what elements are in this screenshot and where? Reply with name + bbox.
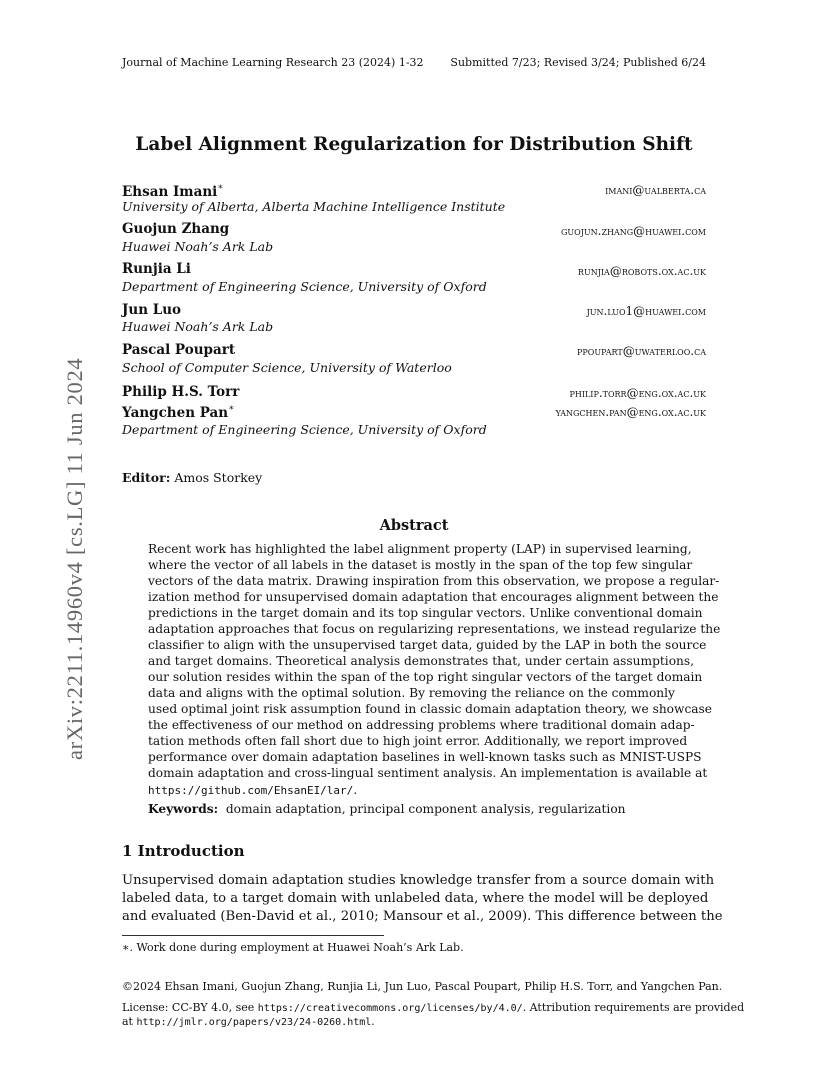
section-heading bbox=[122, 842, 245, 860]
author-email: guojun.zhang@huawei.com bbox=[561, 224, 706, 238]
abstract-line: predictions in the target domain and its top singular vectors. Unlike conventional domain bbox=[148, 606, 703, 620]
author-name: Ehsan Imani bbox=[122, 184, 218, 200]
author-name: Guojun Zhang bbox=[122, 221, 230, 237]
author-email: jun.luo1@huawei.com bbox=[586, 304, 706, 318]
license-middle: . Attribution requirements are provided bbox=[522, 1001, 745, 1014]
abstract-line: vectors of the data matrix. Drawing inspiration from this observation, we propose a regular- bbox=[148, 574, 720, 588]
body-line: labeled data, to a target domain with unlabeled data, where the model will be deployed bbox=[122, 891, 709, 906]
submission-dates: Submitted 7/23; Revised 3/24; Published 6/24 bbox=[450, 56, 706, 69]
author-name: Pascal Poupart bbox=[122, 342, 236, 358]
abstract-line: classifier to align with the unsupervised target data, guided by the LAP in both the source bbox=[148, 638, 707, 652]
abstract-line: ization method for unsupervised domain adaptation that encourages alignment between the bbox=[148, 590, 719, 604]
author-email: runjia@robots.ox.ac.uk bbox=[577, 264, 706, 278]
abstract-url-line bbox=[148, 783, 357, 797]
editor-line bbox=[122, 470, 262, 485]
paper-link[interactable]: http://jmlr.org/papers/v23/24-0260.html bbox=[136, 1017, 372, 1028]
footnote-rule bbox=[122, 935, 384, 936]
license-link[interactable]: https://creativecommons.org/licenses/by/4.0/ bbox=[257, 1003, 523, 1014]
author-email: philip.torr@eng.ox.ac.uk bbox=[569, 386, 706, 400]
copyright: ©2024 Ehsan Imani, Guojun Zhang, Runjia Li, Jun Luo, Pascal Poupart, Philip H.S. Torr, and Yangchen Pan. bbox=[122, 980, 723, 993]
keywords-line bbox=[148, 802, 626, 816]
journal-header: Journal of Machine Learning Research 23 (2024) 1-32 bbox=[122, 56, 424, 69]
author-affiliation: Huawei Noah’s Ark Lab bbox=[122, 239, 274, 254]
abstract-heading: Abstract bbox=[379, 517, 449, 534]
author-name: Runjia Li bbox=[122, 261, 191, 277]
author-affiliation: School of Computer Science, University of Waterloo bbox=[122, 360, 452, 375]
abstract-line: data and aligns with the optimal solution. By removing the reliance on the commonly bbox=[148, 686, 675, 700]
author-name: Philip H.S. Torr bbox=[122, 384, 240, 400]
abstract-line: the effectiveness of our method on addressing problems where traditional domain adap- bbox=[148, 718, 695, 732]
author-email: ppoupart@uwaterloo.ca bbox=[577, 344, 706, 358]
abstract-line: Recent work has highlighted the label alignment property (LAP) in supervised learning, bbox=[148, 542, 692, 556]
footnote bbox=[122, 941, 464, 954]
license-line-2 bbox=[122, 1015, 375, 1028]
author-7 bbox=[122, 402, 234, 421]
footnote-text: Work done during employment at Huawei Noah’s Ark Lab. bbox=[136, 941, 464, 954]
url-suffix: . bbox=[353, 783, 358, 797]
paper-title: Label Alignment Regularization for Distribution Shift bbox=[135, 134, 693, 155]
license-line-1 bbox=[122, 1001, 744, 1014]
abstract-line: adaptation approaches that focus on regularizing representations, we instead regularize the bbox=[148, 622, 721, 636]
editor-name: Amos Storkey bbox=[174, 470, 263, 485]
author-email: yangchen.pan@eng.ox.ac.uk bbox=[555, 405, 706, 419]
abstract-line: performance over domain adaptation baselines in well-known tasks such as MNIST-USPS bbox=[148, 750, 702, 764]
license-end: . bbox=[371, 1015, 375, 1028]
abstract-line: used optimal joint risk assumption found in classic domain adaptation theory, we showcase bbox=[148, 702, 712, 716]
license-at: at bbox=[122, 1015, 137, 1028]
author-affiliation: University of Alberta, Alberta Machine Intelligence Institute bbox=[122, 199, 506, 214]
author-affiliation: Department of Engineering Science, University of Oxford bbox=[122, 422, 487, 437]
section-number: 1 bbox=[122, 842, 133, 860]
author-affiliation: Huawei Noah’s Ark Lab bbox=[122, 319, 274, 334]
keywords-label: Keywords: bbox=[148, 802, 219, 816]
body-line: and evaluated (Ben-David et al., 2010; Mansour et al., 2009). This difference between the bbox=[122, 909, 723, 924]
editor-label: Editor: bbox=[122, 470, 171, 485]
author-name: Jun Luo bbox=[122, 302, 182, 318]
author-affiliation: Department of Engineering Science, University of Oxford bbox=[122, 279, 487, 294]
arxiv-stamp-text: arXiv:2211.14960v4 [cs.LG] 11 Jun 2024 bbox=[62, 357, 87, 760]
keywords-text: domain adaptation, principal component analysis, regularization bbox=[225, 802, 626, 816]
license-prefix: License: CC-BY 4.0, see bbox=[122, 1001, 258, 1014]
body-line: Unsupervised domain adaptation studies knowledge transfer from a source domain with bbox=[122, 873, 715, 888]
code-link[interactable]: https://github.com/EhsanEI/lar/ bbox=[148, 784, 354, 797]
abstract-line: where the vector of all labels in the dataset is mostly in the span of the top few singular bbox=[148, 558, 693, 572]
abstract-line: and target domains. Theoretical analysis demonstrates that, under certain assumptions, bbox=[148, 654, 695, 668]
footnote-mark: ∗. bbox=[122, 941, 133, 954]
author-1 bbox=[122, 181, 223, 200]
author-email: imani@ualberta.ca bbox=[605, 183, 706, 197]
abstract-line: our solution resides within the span of the top right singular vectors of the target domain bbox=[148, 670, 703, 684]
author-mark: ∗ bbox=[228, 403, 235, 414]
abstract-line: tation methods often fall short due to high joint error. Additionally, we report improved bbox=[148, 734, 688, 748]
author-name: Yangchen Pan bbox=[122, 405, 229, 421]
section-title: Introduction bbox=[137, 842, 245, 860]
author-mark: ∗ bbox=[217, 182, 224, 193]
abstract-line: domain adaptation and cross-lingual sentiment analysis. An implementation is available at bbox=[148, 766, 708, 780]
